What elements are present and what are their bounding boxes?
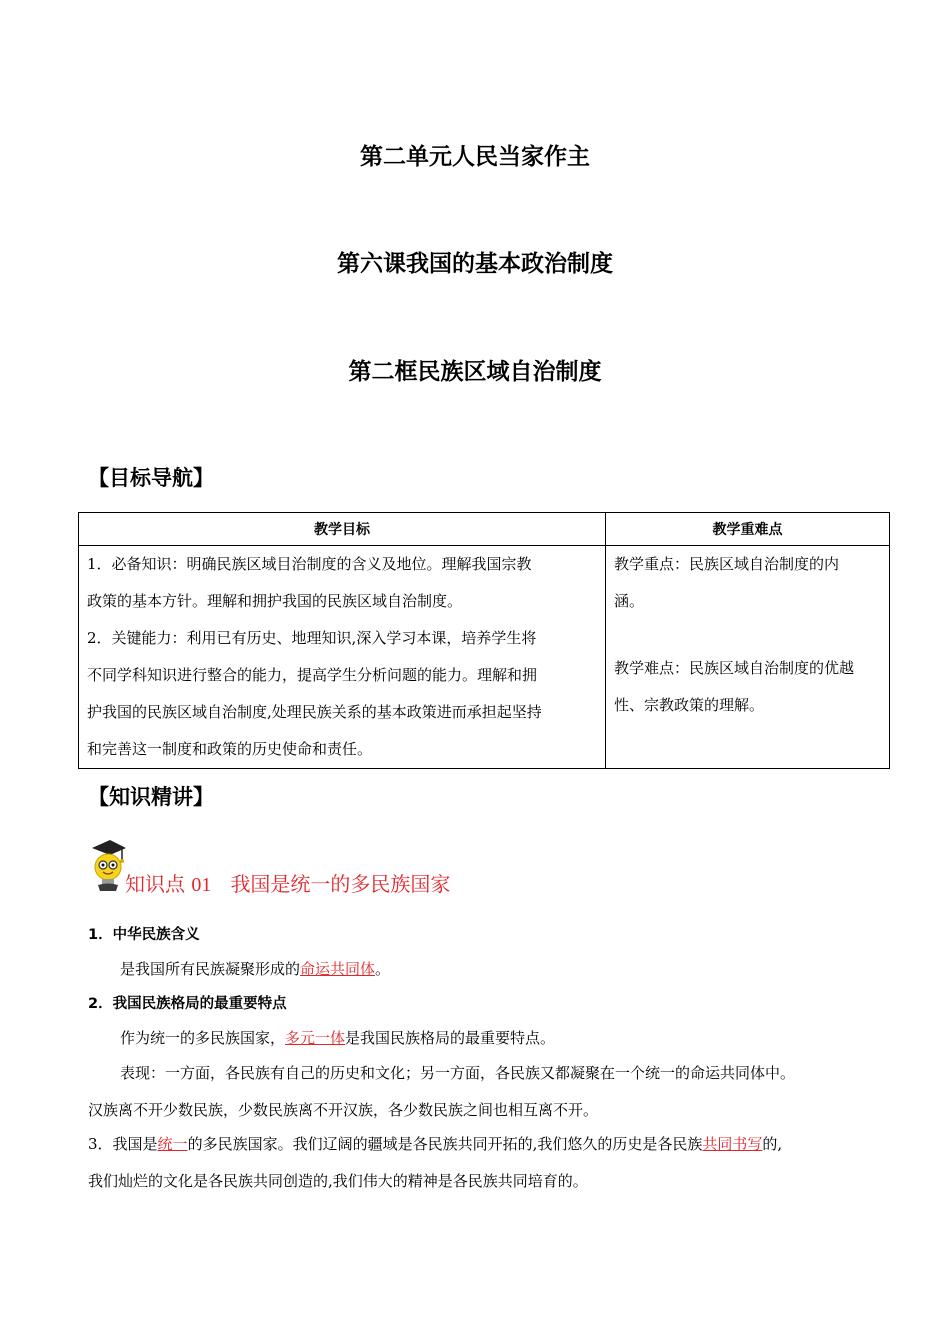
item-heading-1: 1．中华民族含义 <box>88 927 200 943</box>
text: 3．我国是 <box>88 1135 158 1153</box>
knowledge-point-heading <box>88 838 451 896</box>
highlight-term: 统一 <box>157 1135 188 1153</box>
highlight-term: 命运共同体 <box>300 960 376 978</box>
goal-line: 1．必备知识：明确民族区域目治制度的含义及地位。理解我国宗教 <box>87 555 532 573</box>
text: 的, <box>762 1135 783 1153</box>
lesson-title: 第六课我国的基本政治制度 <box>337 251 613 277</box>
goals-table <box>78 512 890 769</box>
knowledge-point-title <box>125 868 450 897</box>
item-heading-2: 2．我国民族格局的最重要特点 <box>88 996 287 1012</box>
section-knowledge-heading: 【知识精讲】 <box>88 785 214 809</box>
goals-cell-left <box>79 546 606 769</box>
goal-line: 政策的基本方针。理解和拥护我国的民族区域自治制度。 <box>87 592 463 610</box>
kp-number: 01 <box>191 874 212 896</box>
kp-prefix: 知识点 <box>125 872 185 896</box>
text: 是我国所有民族凝聚形成的 <box>120 960 301 978</box>
highlight-term: 多元一体 <box>285 1029 346 1047</box>
paragraph-3-line-1: 表现：一方面，各民族有自己的历史和文化；另一方面，各民族又都凝聚在一个统一的命运共同体中。 <box>120 1064 796 1082</box>
goals-cell-right <box>606 546 890 769</box>
highlight-term: 共同书写 <box>702 1135 763 1153</box>
section-goals-heading: 【目标导航】 <box>88 466 214 490</box>
goals-header-right: 教学重难点 <box>606 513 890 546</box>
goal-line: 2．关键能力：利用已有历史、地理知识,深入学习本课，培养学生将 <box>87 629 537 647</box>
unit-title: 第二单元人民当家作主 <box>360 144 590 170</box>
frame-title: 第二框民族区域自治制度 <box>348 359 602 385</box>
key-point-line: 涵。 <box>614 592 645 610</box>
paragraph-4-line-1 <box>88 1133 782 1154</box>
scholar-lightbulb-icon <box>88 838 128 892</box>
text: 是我国民族格局的最重要特点。 <box>345 1029 556 1047</box>
text: 的多民族国家。我们辽阔的疆域是各民族共同开拓的,我们悠久的历史是各民族 <box>187 1135 703 1153</box>
difficult-point-line: 教学难点：民族区域自治制度的优越 <box>614 659 855 677</box>
goal-line: 护我国的民族区域自治制度,处理民族关系的基本政策进而承担起坚持 <box>87 703 542 721</box>
key-point-line: 教学重点：民族区域自治制度的内 <box>614 555 840 573</box>
paragraph-4-line-2: 我们灿烂的文化是各民族共同创造的,我们伟大的精神是各民族共同培育的。 <box>88 1172 588 1190</box>
paragraph-3-line-2: 汉族离不开少数民族，少数民族离不开汉族，各少数民族之间也相互离不开。 <box>88 1101 599 1119</box>
kp-name: 我国是统一的多民族国家 <box>230 872 451 896</box>
goal-line: 不同学科知识进行整合的能力，提高学生分析问题的能力。理解和拥 <box>87 666 538 684</box>
paragraph-2 <box>120 1027 555 1048</box>
text: 。 <box>375 960 391 978</box>
difficult-point-line: 性、宗教政策的理解。 <box>614 696 765 714</box>
goal-line: 和完善这一制度和政策的历史使命和责任。 <box>87 740 373 758</box>
text: 作为统一的多民族国家， <box>120 1029 286 1047</box>
goals-header-left: 教学目标 <box>79 513 606 546</box>
paragraph-1 <box>120 958 390 979</box>
